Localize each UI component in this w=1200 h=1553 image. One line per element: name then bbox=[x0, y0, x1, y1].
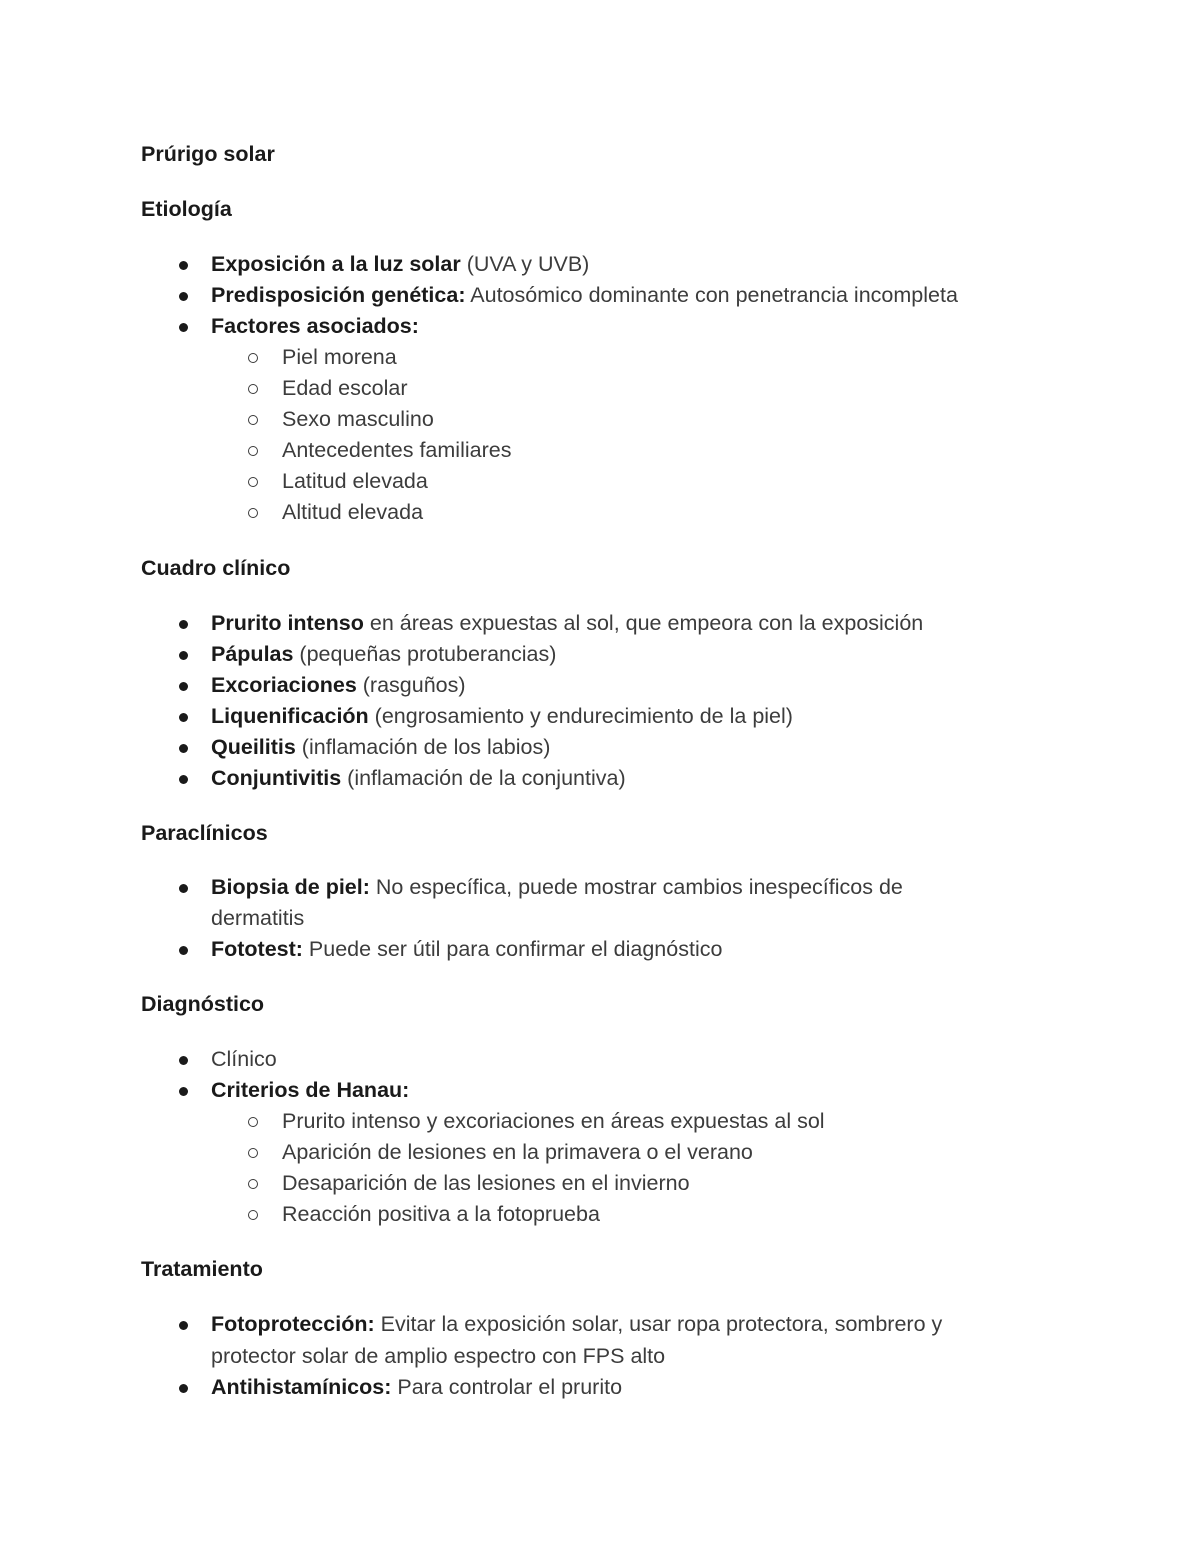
section-heading-paraclinicos: Paraclínicos bbox=[141, 821, 268, 845]
hollow-bullet-icon bbox=[248, 508, 258, 518]
list-item: Antihistamínicos: Para controlar el prurito bbox=[211, 1375, 622, 1400]
bullet-icon bbox=[179, 620, 188, 629]
list-item: Biopsia de piel: No específica, puede mostrar cambios inespecíficos de bbox=[211, 875, 903, 900]
bullet-icon bbox=[179, 775, 188, 784]
sub-list-item: Piel morena bbox=[282, 345, 397, 370]
section-heading-diagnostico: Diagnóstico bbox=[141, 992, 265, 1016]
bullet-icon bbox=[179, 292, 188, 301]
bullet-icon bbox=[179, 261, 188, 270]
bullet-icon bbox=[179, 1321, 188, 1330]
list-item: Exposición a la luz solar (UVA y UVB) bbox=[211, 252, 589, 277]
list-item-continuation: protector solar de amplio espectro con FPS alto bbox=[211, 1344, 666, 1368]
list-item: Queilitis (inflamación de los labios) bbox=[211, 735, 550, 760]
bullet-icon bbox=[179, 1384, 188, 1393]
list-item: Excoriaciones (rasguños) bbox=[211, 673, 466, 698]
bullet-icon bbox=[179, 323, 188, 332]
sub-list-item: Latitud elevada bbox=[282, 469, 428, 494]
hollow-bullet-icon bbox=[248, 384, 258, 394]
hollow-bullet-icon bbox=[248, 1117, 258, 1127]
section-heading-cuadro-clinico: Cuadro clínico bbox=[141, 556, 291, 580]
section-heading-etiologia: Etiología bbox=[141, 197, 232, 221]
bullet-icon bbox=[179, 744, 188, 753]
bullet-icon bbox=[179, 1056, 188, 1065]
bullet-icon bbox=[179, 651, 188, 660]
list-item-continuation: dermatitis bbox=[211, 906, 305, 930]
list-item: Predisposición genética: Autosómico dominante con penetrancia incompleta bbox=[211, 283, 958, 308]
list-item: Factores asociados: bbox=[211, 314, 419, 339]
list-item: Criterios de Hanau: bbox=[211, 1078, 409, 1103]
bullet-icon bbox=[179, 682, 188, 691]
list-item: Prurito intenso en áreas expuestas al sol, que empeora con la exposición bbox=[211, 611, 923, 636]
hollow-bullet-icon bbox=[248, 1179, 258, 1189]
hollow-bullet-icon bbox=[248, 477, 258, 487]
document-title: Prúrigo solar bbox=[141, 142, 275, 166]
list-item: Liquenificación (engrosamiento y endurecimiento de la piel) bbox=[211, 704, 793, 729]
hollow-bullet-icon bbox=[248, 1210, 258, 1220]
hollow-bullet-icon bbox=[248, 1148, 258, 1158]
bullet-icon bbox=[179, 713, 188, 722]
bullet-icon bbox=[179, 884, 188, 893]
hollow-bullet-icon bbox=[248, 446, 258, 456]
sub-list-item: Altitud elevada bbox=[282, 500, 423, 525]
hollow-bullet-icon bbox=[248, 353, 258, 363]
bullet-icon bbox=[179, 1087, 188, 1096]
section-heading-tratamiento: Tratamiento bbox=[141, 1257, 263, 1281]
list-item: Conjuntivitis (inflamación de la conjuntiva) bbox=[211, 766, 626, 791]
sub-list-item: Sexo masculino bbox=[282, 407, 434, 432]
sub-list-item: Reacción positiva a la fotoprueba bbox=[282, 1202, 600, 1227]
sub-list-item: Aparición de lesiones en la primavera o el verano bbox=[282, 1140, 753, 1165]
bullet-icon bbox=[179, 946, 188, 955]
sub-list-item: Prurito intenso y excoriaciones en áreas expuestas al sol bbox=[282, 1109, 825, 1134]
sub-list-item: Desaparición de las lesiones en el invierno bbox=[282, 1171, 690, 1196]
list-item: Fotoprotección: Evitar la exposición solar, usar ropa protectora, sombrero y bbox=[211, 1312, 942, 1337]
list-item: Clínico bbox=[211, 1047, 277, 1072]
list-item: Pápulas (pequeñas protuberancias) bbox=[211, 642, 556, 667]
list-item: Fototest: Puede ser útil para confirmar el diagnóstico bbox=[211, 937, 722, 962]
sub-list-item: Edad escolar bbox=[282, 376, 408, 401]
hollow-bullet-icon bbox=[248, 415, 258, 425]
sub-list-item: Antecedentes familiares bbox=[282, 438, 511, 463]
